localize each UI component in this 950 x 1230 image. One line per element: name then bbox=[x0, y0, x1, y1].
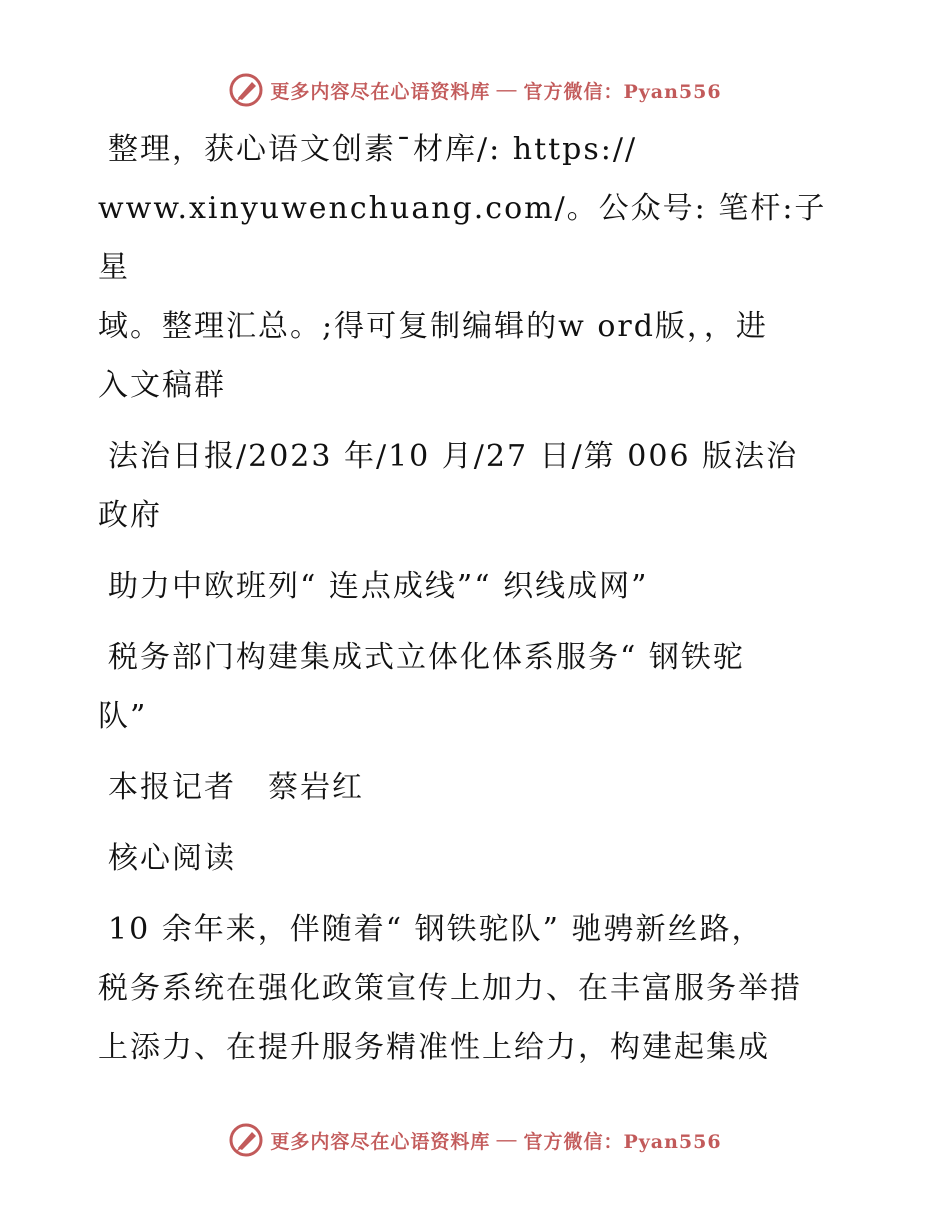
header-banner bbox=[0, 68, 950, 112]
paragraph-byline bbox=[98, 758, 858, 817]
text-line: 上添力、在提升服务精准性上给力，构建起集成 bbox=[98, 1030, 770, 1065]
text-line: 队” bbox=[98, 699, 148, 734]
footer-banner bbox=[0, 1118, 950, 1162]
paragraph-dateline bbox=[98, 427, 858, 545]
text-line: 域。整理汇总。;得可复制编辑的w ord版，，进 bbox=[98, 309, 768, 344]
text-line: 政府 bbox=[98, 498, 162, 533]
text-line: www.xinyuwenchuang.com/。公众号: 笔杆:子星 bbox=[98, 191, 827, 285]
text-line: 税务系统在强化政策宣传上加力、在丰富服务举措 bbox=[98, 971, 802, 1006]
banner-title: 更多内容尽在心语资料库 bbox=[270, 1130, 491, 1153]
text-line: 核心阅读 bbox=[108, 841, 236, 876]
banner-title: 更多内容尽在心语资料库 bbox=[270, 80, 491, 103]
banner-wechat: 官方微信：Pyan556 bbox=[523, 1130, 722, 1153]
paragraph-subheadline bbox=[98, 628, 858, 746]
paragraph-body bbox=[98, 900, 858, 1077]
text-line: 法治日报/2023 年/10 月/27 日/第 006 版法治 bbox=[108, 439, 799, 474]
text-line: 10 余年来，伴随着“ 钢铁驼队” 驰骋新丝路， bbox=[108, 912, 764, 947]
text-line: 整理，获心语文创素¯材库/: https:// bbox=[108, 132, 638, 167]
paragraph-source-note bbox=[98, 120, 858, 415]
text-line: 本报记者 蔡岩红 bbox=[108, 770, 364, 805]
pen-logo-icon bbox=[228, 1122, 264, 1158]
text-line: 入文稿群 bbox=[98, 368, 226, 403]
text-line: 助力中欧班列“ 连点成线”“ 织线成网” bbox=[108, 569, 649, 604]
banner-dash: — bbox=[496, 78, 518, 101]
banner-wechat: 官方微信：Pyan556 bbox=[523, 80, 722, 103]
pen-logo-icon bbox=[228, 72, 264, 108]
banner-dash: — bbox=[496, 1128, 518, 1151]
text-line: 税务部门构建集成式立体化体系服务“ 钢铁驼 bbox=[108, 640, 745, 675]
paragraph-headline bbox=[98, 557, 858, 616]
document-body bbox=[98, 120, 858, 1089]
paragraph-section-label bbox=[98, 829, 858, 888]
